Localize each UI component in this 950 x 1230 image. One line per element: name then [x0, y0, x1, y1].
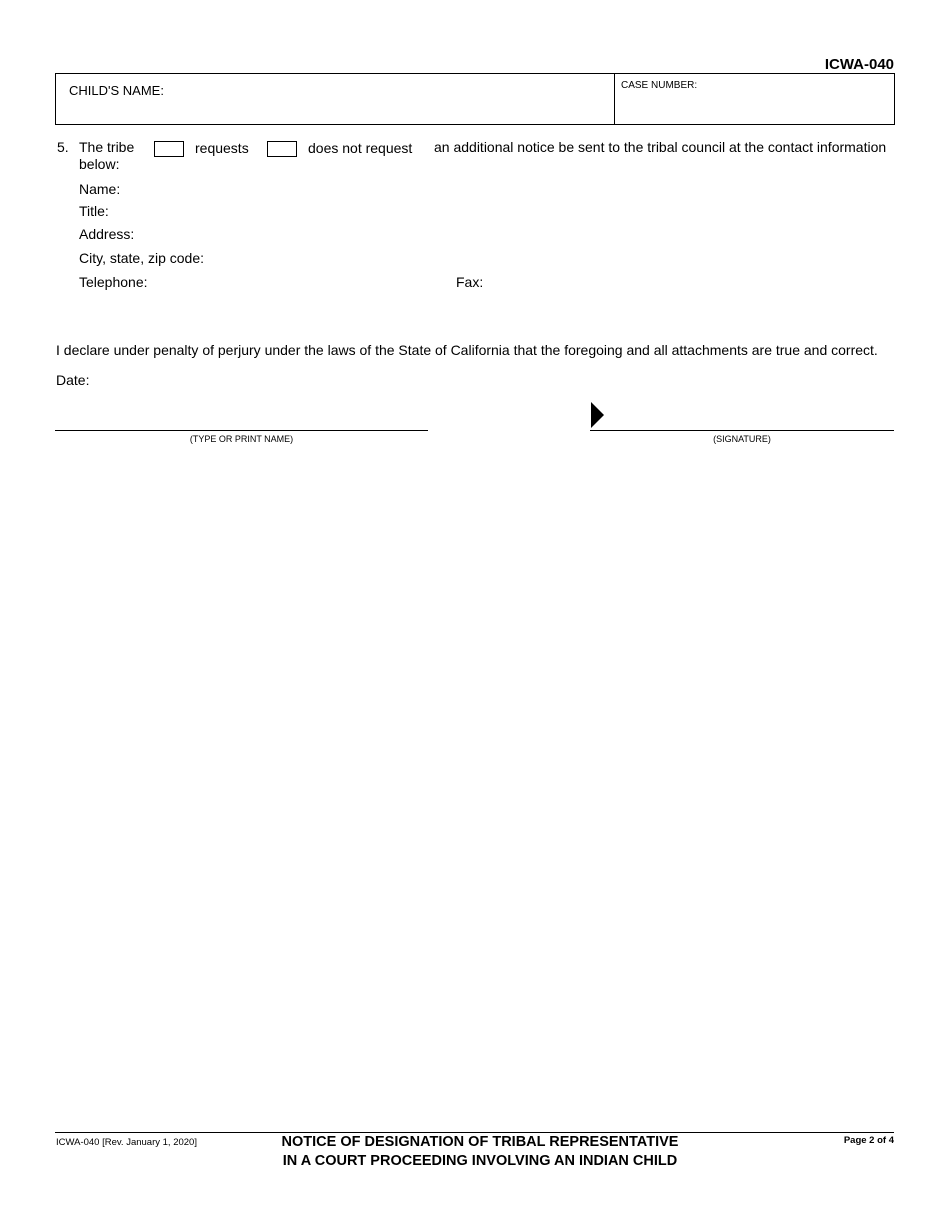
form-id: ICWA-040 — [824, 56, 894, 73]
item-lead-text: The tribe — [79, 139, 135, 155]
requests-label: requests — [195, 140, 249, 156]
signature-arrow-icon — [591, 402, 604, 428]
signature-line — [590, 430, 894, 431]
city-state-zip-field-label: City, state, zip code: — [79, 250, 205, 266]
print-name-line — [55, 430, 428, 431]
footer-form-rev: ICWA-040 [Rev. January 1, 2020] — [56, 1137, 197, 1148]
telephone-field-label: Telephone: — [79, 274, 148, 290]
item-number: 5. — [57, 139, 69, 155]
declaration-text: I declare under penalty of perjury under the laws of the State of California that the foregoing and all attachments are true and correct. — [56, 342, 878, 358]
item-lead-cont: below: — [79, 156, 120, 172]
print-name-caption: (TYPE OR PRINT NAME) — [189, 434, 294, 444]
title-field-label: Title: — [79, 203, 109, 219]
does-not-request-checkbox[interactable] — [267, 141, 297, 157]
footer-title — [230, 1133, 730, 1171]
requests-checkbox[interactable] — [154, 141, 184, 157]
signature-caption: (SIGNATURE) — [713, 434, 771, 444]
name-field-label: Name: — [79, 181, 121, 197]
fax-field-label: Fax: — [456, 274, 484, 290]
page-number: Page 2 of 4 — [843, 1135, 894, 1146]
header-divider — [614, 74, 615, 124]
item-text: an additional notice be sent to the tribal council at the contact information — [434, 139, 887, 155]
does-not-request-label: does not request — [308, 140, 413, 156]
child-name-label: CHILD'S NAME: — [69, 83, 164, 98]
date-label: Date: — [56, 372, 90, 388]
address-field-label: Address: — [79, 226, 135, 242]
footer-title-line2: IN A COURT PROCEEDING INVOLVING AN INDIAN CHILD — [282, 1153, 678, 1169]
footer-title-line1: NOTICE OF DESIGNATION OF TRIBAL REPRESENTATIVE — [281, 1134, 679, 1150]
case-number-label: CASE NUMBER: — [621, 80, 698, 91]
header-caption-box — [55, 73, 895, 125]
